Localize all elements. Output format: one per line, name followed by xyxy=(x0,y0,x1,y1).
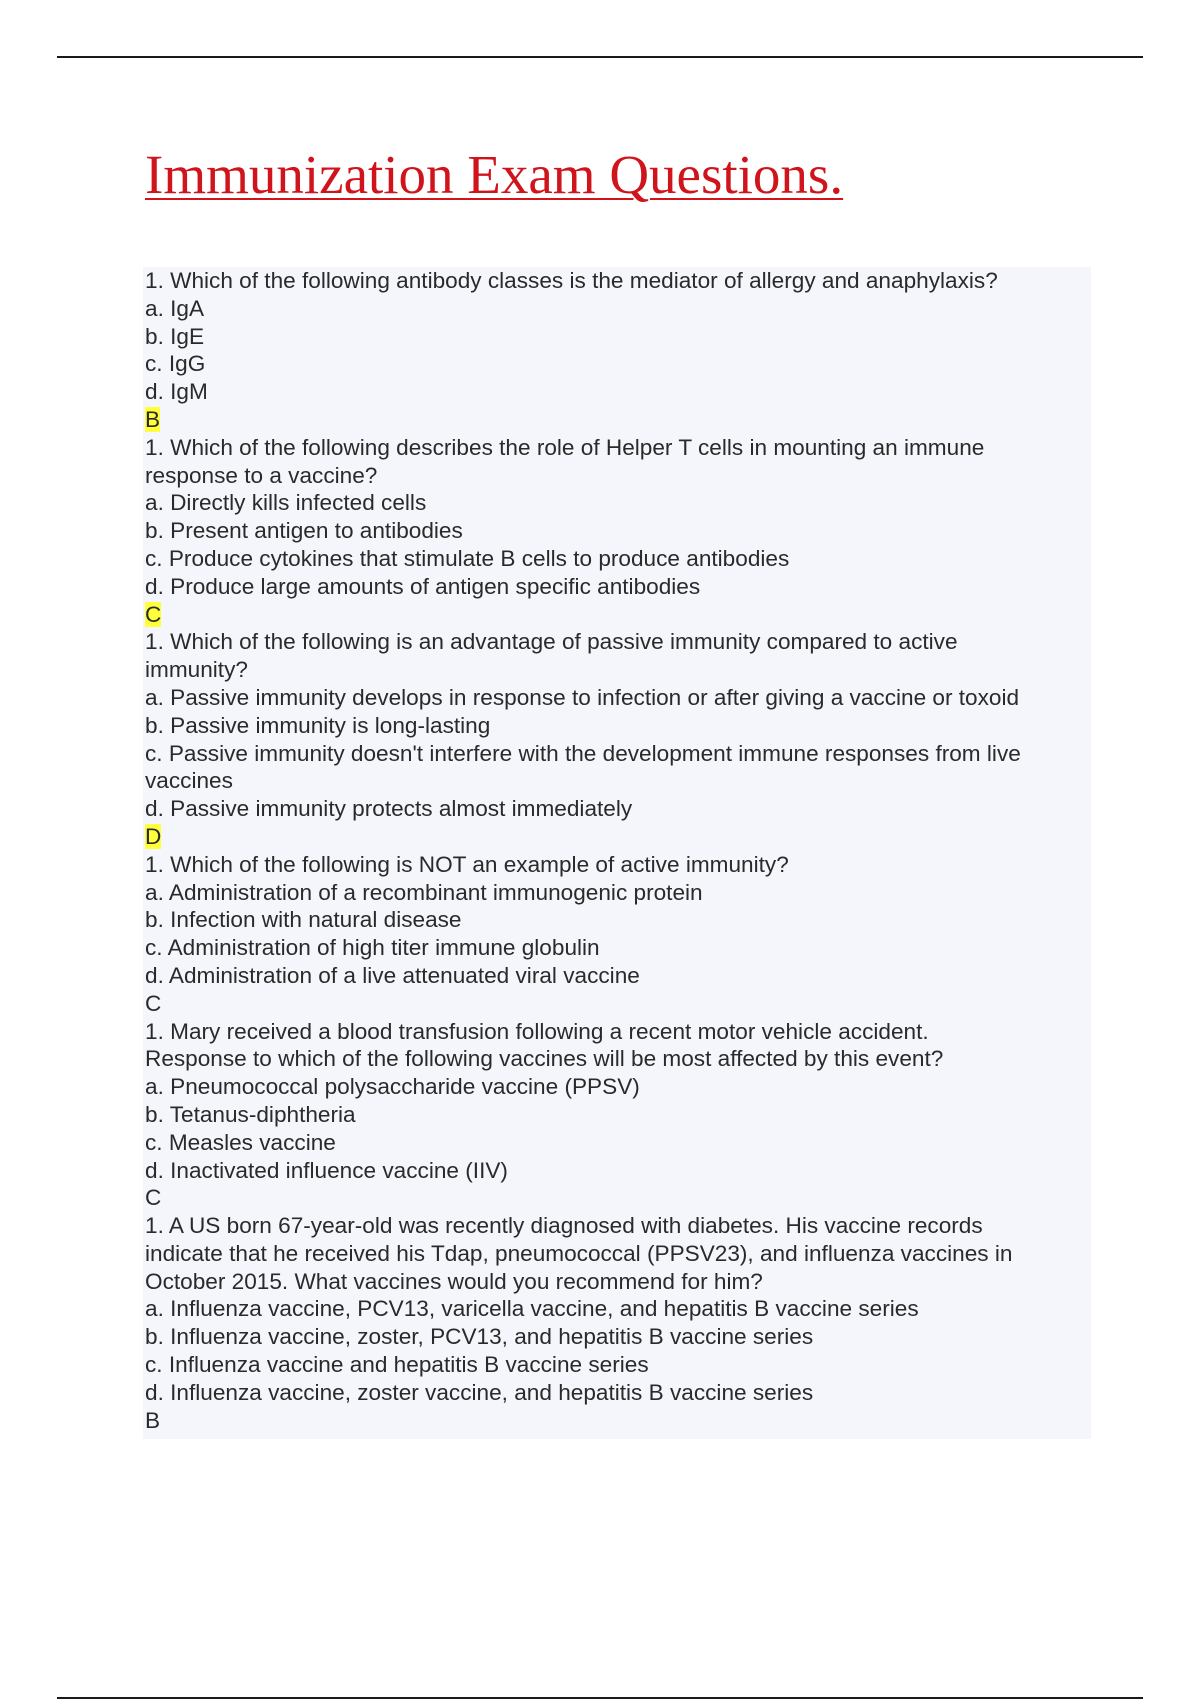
correct-answer-line xyxy=(145,601,1091,629)
question-stem-line: 1. Which of the following describes the role of Helper T cells in mounting an immune xyxy=(145,434,985,460)
answer-option: vaccines xyxy=(145,768,233,794)
answer-option: b. Infection with natural disease xyxy=(145,907,462,933)
answer-option: c. IgG xyxy=(145,351,206,377)
correct-answer: D xyxy=(145,823,162,849)
answer-option: b. Tetanus-diphtheria xyxy=(145,1101,356,1127)
answer-option: b. Passive immunity is long-lasting xyxy=(145,712,491,738)
top-rule xyxy=(57,56,1143,58)
answer-option: a. Passive immunity develops in response to infection or after giving a vaccine or toxoid xyxy=(145,684,1020,710)
page-title: Immunization Exam Questions. xyxy=(145,144,844,205)
correct-answer: C xyxy=(145,1185,162,1211)
answer-option: c. Passive immunity doesn't interfere with the development immune responses from live xyxy=(145,740,1021,766)
answer-option: c. Measles vaccine xyxy=(145,1129,336,1155)
correct-answer: B xyxy=(145,1407,161,1433)
correct-answer-line xyxy=(145,823,1091,851)
question-list xyxy=(143,267,1091,1439)
answer-option: b. Influenza vaccine, zoster, PCV13, and hepatitis B vaccine series xyxy=(145,1324,814,1350)
question-item xyxy=(145,851,1091,1018)
question-stem-line: 1. Which of the following is NOT an example of active immunity? xyxy=(145,851,789,877)
question-stem-line: 1. Mary received a blood transfusion following a recent motor vehicle accident. xyxy=(145,1018,929,1044)
answer-option: d. Administration of a live attenuated viral vaccine xyxy=(145,962,640,988)
answer-option: a. IgA xyxy=(145,295,205,321)
question-text-body xyxy=(145,267,1091,1434)
question-stem-line: immunity? xyxy=(145,657,248,683)
correct-answer-line xyxy=(145,406,1091,434)
correct-answer-line xyxy=(145,1407,1091,1435)
correct-answer-line xyxy=(145,990,1091,1018)
answer-option: d. Influenza vaccine, zoster vaccine, and hepatitis B vaccine series xyxy=(145,1379,814,1405)
question-stem-line: October 2015. What vaccines would you recommend for him? xyxy=(145,1268,763,1294)
question-item xyxy=(145,434,1091,629)
answer-option: d. Produce large amounts of antigen specific antibodies xyxy=(145,573,701,599)
question-item xyxy=(145,628,1091,850)
correct-answer-line xyxy=(145,1184,1091,1212)
answer-option: c. Administration of high titer immune globulin xyxy=(145,935,600,961)
question-stem-line: 1. Which of the following is an advantage of passive immunity compared to active xyxy=(145,629,958,655)
answer-option: a. Directly kills infected cells xyxy=(145,490,427,516)
question-stem-line: 1. A US born 67-year-old was recently diagnosed with diabetes. His vaccine records xyxy=(145,1213,983,1239)
answer-option: d. Inactivated influence vaccine (IIV) xyxy=(145,1157,508,1183)
question-item xyxy=(145,1212,1091,1434)
correct-answer: B xyxy=(145,406,161,432)
answer-option: c. Produce cytokines that stimulate B cells to produce antibodies xyxy=(145,545,790,571)
answer-option: d. Passive immunity protects almost immediately xyxy=(145,796,633,822)
question-stem-line: 1. Which of the following antibody classes is the mediator of allergy and anaphylaxis? xyxy=(145,268,998,293)
question-item xyxy=(145,267,1091,434)
correct-answer: C xyxy=(145,601,162,627)
answer-option: c. Influenza vaccine and hepatitis B vaccine series xyxy=(145,1352,649,1378)
correct-answer: C xyxy=(145,990,162,1016)
answer-option: d. IgM xyxy=(145,379,208,405)
answer-option: a. Influenza vaccine, PCV13, varicella vaccine, and hepatitis B vaccine series xyxy=(145,1296,919,1322)
answer-option: a. Pneumococcal polysaccharide vaccine (PPSV) xyxy=(145,1074,640,1100)
answer-option: b. Present antigen to antibodies xyxy=(145,518,463,544)
answer-option: b. IgE xyxy=(145,323,205,349)
question-item xyxy=(145,1018,1091,1213)
question-stem-line: Response to which of the following vaccines will be most affected by this event? xyxy=(145,1046,944,1072)
question-stem-line: response to a vaccine? xyxy=(145,462,378,488)
question-stem-line: indicate that he received his Tdap, pneumococcal (PPSV23), and influenza vaccines in xyxy=(145,1240,1013,1266)
bottom-rule xyxy=(57,1697,1143,1699)
answer-option: a. Administration of a recombinant immunogenic protein xyxy=(145,879,703,905)
